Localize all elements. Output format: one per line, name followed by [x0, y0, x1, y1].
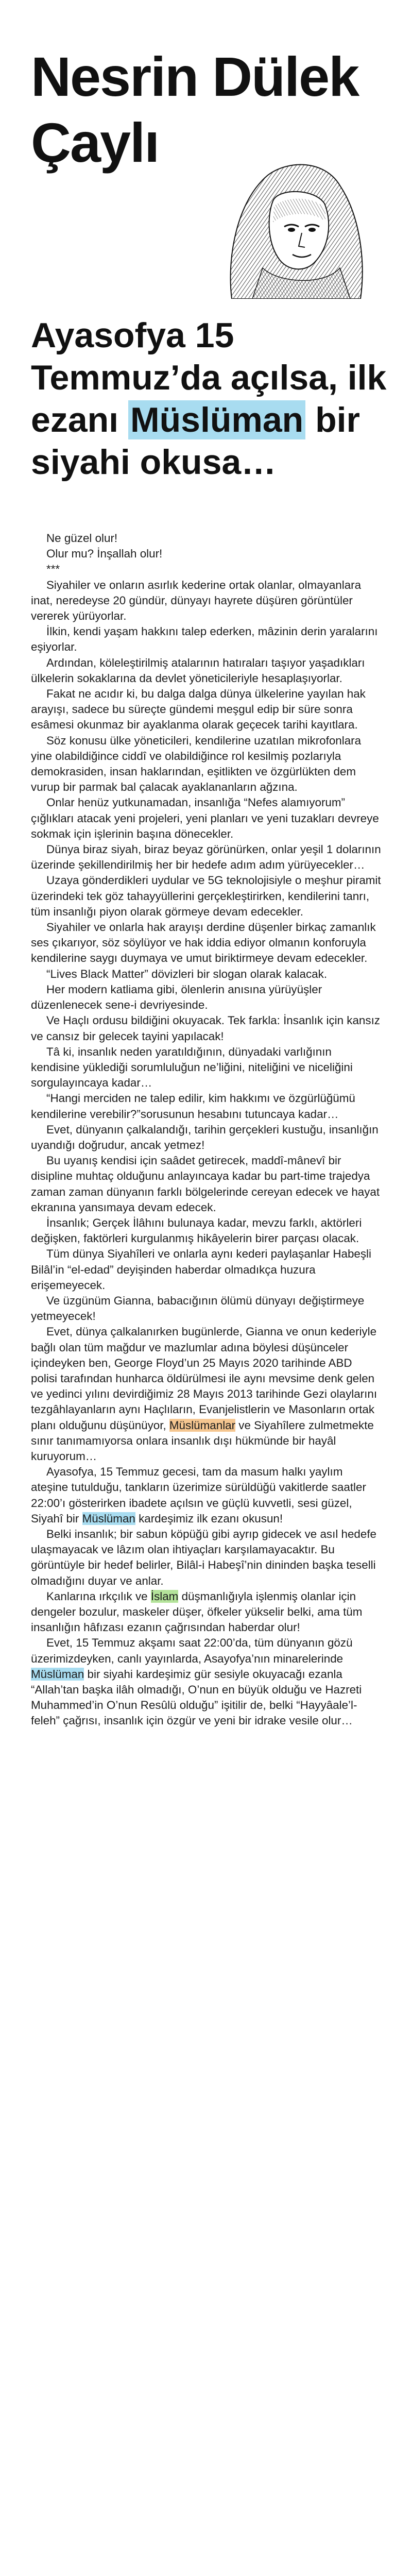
article-paragraph [31, 1293, 381, 1324]
article-paragraph [31, 1013, 381, 1044]
paragraph-text: Söz konusu ülke yöneticileri, kendilerine uzatılan mikrofonlara yine olabildiğince ciddî ve olabildiğince rol kesilmiş pozlarıyla demokrasiden, insan haklarından, eşitlikten ve özgürlükten dem vurup bir parmak bal çalacak ayaklananların ağzına. [31, 734, 362, 794]
highlighted-term: İslam [150, 1589, 179, 1603]
article-paragraph [31, 1044, 381, 1091]
article-paragraph [31, 1122, 381, 1153]
paragraph-text: Belki insanlık; bir sabun köpüğü gibi ayrıp gidecek ve asıl hedefe ulaşmayacak ve lâzım olan ihtiyaçları karşılamayacaktır. Bu görüntüyle bir hedef belirler, Bilâl-i Habeşî’nin dininden başka teselli olmadığını duyar ve anlar. [31, 1528, 377, 1587]
paragraph-text: Evet, dünyanın çalkalandığı, tarihin gerçekleri kustuğu, insanlığın uyandığı doğrudur, ancak yetmez! [31, 1123, 379, 1151]
article-paragraph [31, 842, 381, 873]
paragraph-text: Evet, dünya çalkalanırken bugünlerde, Gianna ve onun kederiyle bağlı olan tüm mağdur ve mazlumlar adına böylesi düşünceler içindeyken ben, George Floyd’un 25 Mayıs 2020 tarihinde ABD polisi tarafından hunharca öldürülmesi ile aynı mevsime denk gelen ve yedinci yılını devirdiğimiz 28 Mayıs 2013 tarihinde Gezi olaylarını tezgâhlayanların aynı Haçlıların, Evanjelistlerin ve Masonların ortak planı olduğunu düşünüyor, [31, 1325, 377, 1432]
article-paragraph [31, 578, 381, 624]
article-paragraph [31, 1527, 381, 1589]
column-header [21, 21, 391, 289]
intro-line: Olur mu? İnşallah olur! [46, 547, 163, 561]
article-paragraph [31, 967, 381, 982]
article-title [31, 314, 391, 483]
highlighted-term: Müslüman [31, 1667, 84, 1681]
paragraph-text: Evet, 15 Temmuz akşamı saat 22:00’da, tüm dünyanın gözü üzerimizdeyken, canlı yayınlarda, Asayofya’nın minarelerinde [31, 1636, 353, 1665]
article-paragraph [31, 1246, 381, 1293]
title-part-1: Ayasofya 15 Temmuz’da açılsa, ilk ezanı [31, 316, 387, 439]
paragraph-text: Siyahiler ve onların asırlık kederine ortak olanlar, olmayanlara inat, neredeyse 20 gündür, dünyayı hayrete düşüren görüntüler vererek yürüyorlar. [31, 578, 362, 623]
paragraph-text: Ve Haçlı ordusu bildiğini okuyacak. Tek farkla: İnsanlık için kansız ve cansız bir gelecek tayini yapılacak! [31, 1014, 380, 1043]
article-paragraph [31, 795, 381, 842]
paragraph-text: “Lives Black Matter” dövizleri bir slogan olarak kalacak. [46, 967, 328, 980]
paragraph-text: Onlar henüz yutkunamadan, insanlığa “Nefes alamıyorum” çığlıkları atacak yeni projeleri, yeni planları ve yeni tuzakları devreye sokmak için işlerinin başına dönecekler. [31, 796, 379, 840]
paragraph-text: “Hangi merciden ne talep edilir, kim hakkımı ve özgürlüğümü kendilerine verebilir?”sorusunun hesabını tutuncaya kadar… [31, 1092, 355, 1121]
article-paragraph [31, 920, 381, 967]
paragraph-text: Tüm dünya Siyahîleri ve onlarla aynı kederi paylaşanlar Habeşli Bilâl’in “el-edad” deyişinden haberdar olmadıkça huzura erişemeyecek. [31, 1247, 371, 1292]
intro-line: Ne güzel olur! [46, 532, 118, 545]
paragraph-text: bir siyahi kardeşimiz gür sesiyle okuyacağı ezanla “Allah’tan başka ilâh olmadığı, O’nun en büyük olduğu ve Hazreti Muhammed’in O’nun Resûlü olduğu” işitilir de, belki “Hayyâale’l-feleh” çağrısı, insanlık için özgür ve yeni bir idrake vesile olur… [31, 1667, 362, 1727]
article-paragraph [31, 1464, 381, 1527]
article-paragraph [31, 982, 381, 1013]
author-name-line-2: Çaylı [31, 111, 159, 174]
article-paragraph [31, 624, 381, 655]
title-part-2: bir siyahi okusa… [31, 400, 360, 482]
paragraph-text: Her modern katliama gibi, ölenlerin anısına yürüyüşler düzenlenecek sene-i devriyesinde. [31, 982, 322, 1012]
paragraph-text: Bu uyanış kendisi için saâdet getirecek, maddî-mânevî bir disipline muhtaç olduğunu anlayıncaya kadar bu part-time trajedya zaman zaman dünyanın farklı bölgelerinde cereyan edecek ve hayat ekranına yansımaya devam edecek. [31, 1154, 380, 1214]
article-paragraph [31, 1589, 381, 1636]
article-paragraph [31, 1635, 381, 1728]
paragraph-text: ve Siyahîlere zulmetmekte sınır tanımamıyorsa onlara insanlık dışı hükmünde bir hayâl kuruyorum… [31, 1418, 374, 1463]
paragraph-text: Dünya biraz siyah, biraz beyaz görünürken, onlar yeşil 1 dolarının üzerinde şekillendirilmiş her bir hedefe adım adım yürüyecekler… [31, 843, 381, 872]
paragraph-text: Kanlarına ırkçılık ve [46, 1589, 151, 1603]
author-name-line-1: Nesrin Dülek [31, 45, 359, 108]
paragraph-text: Uzaya gönderdikleri uydular ve 5G teknolojisiyle o meşhur piramit üzerindeki tek göz tahayyüllerini gerçekleştirirken, kendilerini tanrı, tüm insanlığı piyon olarak görmeye devam edecekler. [31, 874, 381, 918]
paragraph-text: Fakat ne acıdır ki, bu dalga dalga dünya ülkelerine yayılan hak arayışı, sadece bu süreçte gündemi meşgul edip bir süre sonra esâmesi okunmaz bir ayaklanma olarak geçecek tarihi kayıtlara. [31, 687, 366, 732]
section-separator: *** [46, 563, 60, 576]
title-highlight: Müslüman [128, 400, 305, 439]
article-paragraph [31, 655, 381, 686]
paragraph-text: Tâ ki, insanlık neden yaratıldığının, dünyadaki varlığının kendisine yüklediği sorumluluğun ne’liğini, niteliğini ve niceliğini sorgulayıncaya kadar… [31, 1045, 353, 1090]
article-paragraph [31, 1153, 381, 1215]
article-paragraph [31, 873, 381, 920]
paragraph-text: kardeşimiz ilk ezanı okusun! [135, 1512, 283, 1525]
paragraph-text: Ardından, köleleştirilmiş atalarının hatıraları taşıyor yaşadıkları ülkelerin sokaklarına da devlet yöneticileriyle hesaplaşıyorlar. [31, 656, 365, 685]
paragraph-text: İlkin, kendi yaşam hakkını talep ederken, mâzinin derin yaralarını eşiyorlar. [31, 625, 378, 654]
author-portrait [175, 144, 391, 299]
article-paragraph [31, 733, 381, 795]
paragraph-text: Ve üzgünüm Gianna, babacığının ölümü dünyayı değiştirmeye yetmeyecek! [31, 1294, 365, 1323]
article-paragraph [31, 1091, 381, 1122]
article-body [31, 531, 381, 1729]
highlighted-term: Müslümanlar [169, 1418, 236, 1432]
article-paragraph [31, 1215, 381, 1246]
paragraph-text: düşmanlığıyla işlenmiş olanlar için dengeler bozulur, maskeler düşer, öfkeler yükselir belki, ama tüm insanlığın hâfızası ezanın çağrısından haberdar olur! [31, 1589, 363, 1634]
paragraph-text: Siyahiler ve onlarla hak arayışı derdine düşenler birkaç zamanlık ses çıkarıyor, söz söylüyor ve hak iddia ediyor olmanın konforuyla kendilerine saygı duymaya ve umut biriktirmeye devam edecekler. [31, 921, 376, 965]
highlighted-term: Müslüman [82, 1512, 135, 1525]
paragraph-text: İnsanlık; Gerçek İlâhını bulunaya kadar, mevzu farklı, aktörleri değişken, faktörleri kurgulanmış hikâyelerin birer parçası olacak. [31, 1216, 362, 1245]
article-paragraph [31, 686, 381, 733]
paragraph-text: Ayasofya, 15 Temmuz gecesi, tam da masum halkı yaylım ateşine tutulduğu, tankların üzerimize sürüldüğü vakitlerde saatler 22:00’ı gösterirken ibadete açılsın ve güçlü kuvvetli, sesi güzel, Siyahî bir [31, 1465, 366, 1525]
article-paragraph [31, 1324, 381, 1464]
